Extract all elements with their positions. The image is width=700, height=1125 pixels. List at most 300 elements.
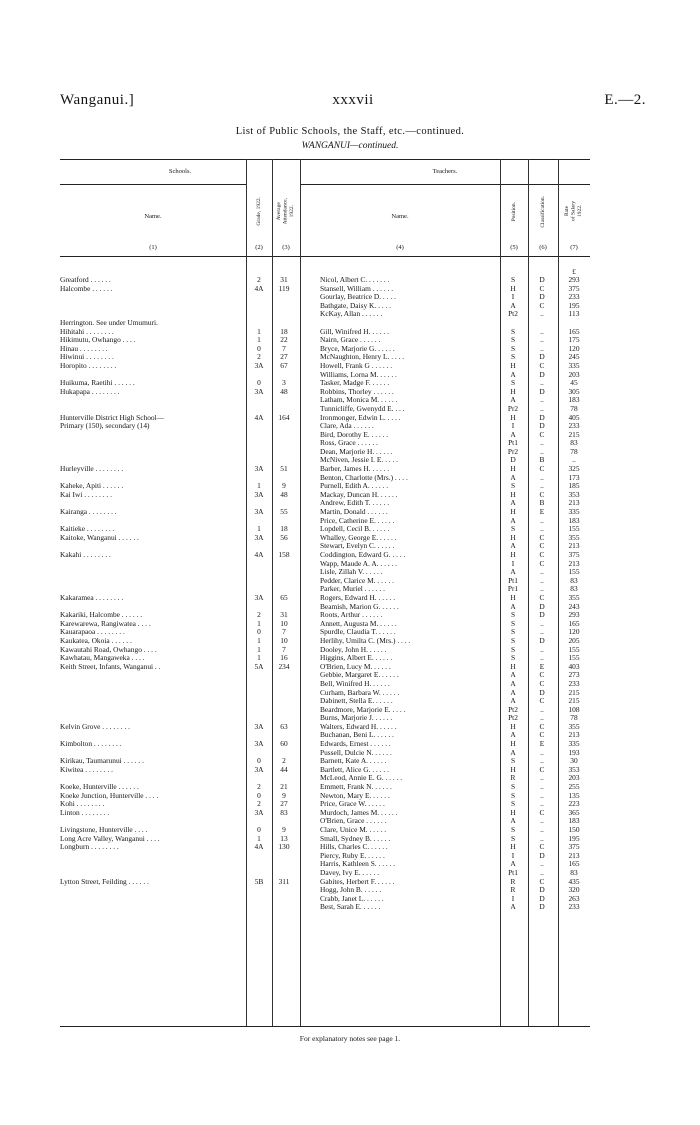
school-name-cell: Hikimutu, Owhango . . . . xyxy=(60,336,136,345)
classification-cell: .. xyxy=(540,825,544,834)
position-cell: A xyxy=(510,678,516,688)
grade-cell: 5A xyxy=(254,661,264,671)
grade-cell: 0 xyxy=(257,825,261,834)
grade-cell: 2 xyxy=(257,352,261,362)
salary-cell: 165 xyxy=(568,326,580,336)
column-number: (2) xyxy=(255,244,263,251)
table-row xyxy=(60,843,590,852)
teacher-name-cell: Bathgate, Daisy K. . . . . xyxy=(320,301,392,310)
position-cell: H xyxy=(510,661,516,671)
teacher-name-cell: Gebbie, Margaret E. . . . . . xyxy=(320,671,399,680)
attendance-cell: 311 xyxy=(278,876,290,886)
classification-cell: .. xyxy=(540,644,544,654)
salary-cell: 193 xyxy=(568,747,580,757)
teacher-name-cell: Gourlay, Beatrice D. . . . . xyxy=(320,293,396,302)
position-cell: H xyxy=(510,739,516,749)
grade-cell: 3A xyxy=(254,507,264,517)
teacher-name-cell: Harris, Kathleen S. . . . . . xyxy=(320,860,396,869)
school-name-cell: Primary (150), secondary (14) xyxy=(60,422,150,431)
attendance-cell: 60 xyxy=(280,739,288,749)
attendance-cell: 56 xyxy=(280,532,288,542)
attendance-cell: 3 xyxy=(282,378,286,388)
salary-cell: 365 xyxy=(568,807,580,817)
table-row xyxy=(60,903,590,912)
schools-group-rule xyxy=(60,184,246,185)
grade-header: Grade, 1922. xyxy=(255,197,262,226)
attendance-cell: 48 xyxy=(280,489,288,499)
position-cell: H xyxy=(510,464,516,474)
attendance-cell: 9 xyxy=(282,481,286,491)
teacher-name-cell: O'Brien, Grace . . . . . . xyxy=(320,817,387,826)
position-cell: S xyxy=(510,790,516,800)
position-cell: I xyxy=(511,421,515,431)
classification-cell: C xyxy=(539,696,545,706)
classification-cell: D xyxy=(539,352,545,362)
teacher-name-cell: Piercy, Ruby E. . . . . . xyxy=(320,851,385,860)
teacher-name-cell: Burns, Marjorie J. . . . . . xyxy=(320,714,393,723)
teacher-name-cell: Lisle, Zillah V. . . . . . xyxy=(320,568,383,577)
position-cell: S xyxy=(510,352,516,362)
teacher-name-cell: Hills, Charles C. . . . . . xyxy=(320,843,388,852)
salary-cell: 233 xyxy=(568,902,580,912)
classification-cell: C xyxy=(539,300,545,310)
salary-cell: 155 xyxy=(568,524,580,534)
salary-cell: 165 xyxy=(568,618,580,628)
teacher-name-cell: Bartlett, Alice G. . . . . . xyxy=(320,765,389,774)
teacher-name-cell: Lopdell, Cecil B. . . . . . xyxy=(320,525,390,534)
table-row xyxy=(60,886,590,895)
teacher-name-cell: Williams, Lorna M. . . . . . xyxy=(320,370,397,379)
position-cell: H xyxy=(510,721,516,731)
attendance-cell: 2 xyxy=(282,756,286,766)
salary-cell: 355 xyxy=(568,532,580,542)
school-name-cell: Kiwitea . . . . . . . . xyxy=(60,765,113,774)
school-name-cell: Kirikau, Taumarunui . . . . . . xyxy=(60,757,144,766)
teacher-name-cell: Mackay, Duncan H. . . . . . xyxy=(320,490,398,499)
teacher-name-cell: Tunnicliffe, Gwenydd E. . . . xyxy=(320,404,405,413)
table-row xyxy=(60,414,590,423)
position-cell: Pt1 xyxy=(508,575,518,585)
position-cell: S xyxy=(510,343,516,353)
salary-cell: 335 xyxy=(568,507,580,517)
classification-cell: .. xyxy=(540,567,544,577)
teacher-name-cell: Dean, Marjorie H. . . . . . xyxy=(320,447,393,456)
classification-cell: .. xyxy=(540,618,544,628)
attendance-cell: 164 xyxy=(278,412,290,422)
classification-cell: C xyxy=(539,592,545,602)
teacher-name-cell: Beamish, Marion G. . . . . . xyxy=(320,602,399,611)
school-name-cell: Koeke Junction, Hunterville . . . . xyxy=(60,791,159,800)
salary-cell: 243 xyxy=(568,601,580,611)
position-cell: H xyxy=(510,386,516,396)
teacher-name-cell: Roots, Arthur . . . . . . xyxy=(320,611,383,620)
classification-cell: .. xyxy=(540,584,544,594)
salary-cell: 325 xyxy=(568,464,580,474)
classification-cell: .. xyxy=(540,756,544,766)
salary-cell: 135 xyxy=(568,790,580,800)
teacher-name-cell: Parker, Muriel . . . . . . xyxy=(320,585,385,594)
grade-cell: 0 xyxy=(257,378,261,388)
teacher-name-cell: Pussell, Dulcie N. . . . . . xyxy=(320,748,392,757)
classification-cell: C xyxy=(539,550,545,559)
attendance-cell: 27 xyxy=(280,799,288,809)
salary-header: Rate of Salary 1922. xyxy=(564,201,584,222)
grade-cell: 0 xyxy=(257,627,261,637)
teacher-name-cell: Gabites, Herbert F. . . . . . xyxy=(320,877,395,886)
salary-cell: 175 xyxy=(568,335,580,345)
classification-cell: .. xyxy=(540,867,544,877)
teacher-name-cell: Latham, Monica M. . . . . . xyxy=(320,396,398,405)
school-name-cell: Kakaramea . . . . . . . . xyxy=(60,593,124,602)
grade-cell: 1 xyxy=(257,635,261,645)
teacher-name-cell: Dooley, John H. . . . . . xyxy=(320,645,387,654)
position-cell: A xyxy=(510,369,516,379)
school-name-cell: Keith Street, Infants, Wanganui . . xyxy=(60,662,161,671)
teacher-name-cell: Coddington, Edward G. . . . . xyxy=(320,551,406,559)
classification-cell: .. xyxy=(540,395,544,405)
grade-cell: 0 xyxy=(257,343,261,353)
school-name-cell: Kimbolton . . . . . . . . xyxy=(60,740,122,749)
grade-cell: 3A xyxy=(254,592,264,602)
position-cell: S xyxy=(510,627,516,637)
salary-cell: 78 xyxy=(570,713,578,723)
attendance-cell: 9 xyxy=(282,790,286,800)
attendance-cell: 18 xyxy=(280,326,288,336)
position-cell: S xyxy=(510,644,516,654)
classification-cell: .. xyxy=(540,446,544,456)
position-cell: S xyxy=(510,481,516,491)
school-name-cell: Horopito . . . . . . . . xyxy=(60,361,117,370)
position-cell: S xyxy=(510,618,516,628)
school-name-cell: Kaheke, Apiti . . . . . . xyxy=(60,482,124,491)
position-cell: A xyxy=(510,747,516,757)
salary-cell: 335 xyxy=(568,360,580,370)
position-cell: I xyxy=(511,893,515,903)
teacher-name-cell: O'Brien, Lucy M. . . . . . xyxy=(320,662,391,671)
header-bottom-rule xyxy=(60,256,590,257)
grade-cell: 1 xyxy=(257,618,261,628)
footnote: For explanatory notes see page 1. xyxy=(299,1034,401,1043)
classification-cell: .. xyxy=(540,575,544,585)
school-name-cell: Longburn . . . . . . . . xyxy=(60,843,119,852)
classification-cell: D xyxy=(539,421,545,431)
classification-cell: C xyxy=(539,283,545,293)
column-number: (6) xyxy=(539,244,547,251)
table-row xyxy=(60,310,590,319)
classification-cell: .. xyxy=(540,713,544,723)
position-cell: A xyxy=(510,429,516,439)
position-cell: I xyxy=(511,558,515,568)
column-number: (5) xyxy=(510,244,518,251)
classification-cell: D xyxy=(539,292,545,302)
position-cell: D xyxy=(510,455,516,465)
classification-cell: .. xyxy=(540,515,544,525)
salary-cell: 375 xyxy=(568,550,580,559)
teacher-name-cell: Pedder, Clarice M. . . . . . xyxy=(320,576,395,585)
attendance-cell: 21 xyxy=(280,782,288,792)
classification-cell: D xyxy=(539,687,545,697)
classification-cell: C xyxy=(539,764,545,774)
salary-cell: 435 xyxy=(568,876,580,886)
grade-cell: 0 xyxy=(257,756,261,766)
school-name-cell: Kai Iwi . . . . . . . . xyxy=(60,490,112,499)
position-cell: A xyxy=(510,300,516,310)
position-cell: A xyxy=(510,696,516,706)
position-cell: S xyxy=(510,825,516,834)
position-cell: S xyxy=(510,635,516,645)
classification-cell: C xyxy=(539,842,545,852)
position-cell: Pt2 xyxy=(508,713,518,723)
classification-cell: E xyxy=(539,661,545,671)
attendance-cell: 7 xyxy=(282,627,286,637)
teacher-name-cell: Beardmore, Marjorie E. . . . . xyxy=(320,705,406,714)
column-number: (7) xyxy=(570,244,578,251)
teacher-name-cell: Small, Sydney B. . . . . . xyxy=(320,834,391,843)
classification-cell: .. xyxy=(540,859,544,869)
grade-cell: 2 xyxy=(257,799,261,809)
salary-cell: 108 xyxy=(568,704,580,714)
salary-cell: 113 xyxy=(568,309,580,319)
position-cell: A xyxy=(510,687,516,697)
salary-cell: 375 xyxy=(568,842,580,852)
position-cell: A xyxy=(510,816,516,826)
salary-cell: 185 xyxy=(568,481,580,491)
attendance-cell: 48 xyxy=(280,386,288,396)
column-number: (4) xyxy=(396,244,404,251)
salary-cell: 215 xyxy=(568,696,580,706)
classification-cell: .. xyxy=(540,653,544,663)
position-cell: Pt1 xyxy=(508,867,518,877)
position-cell: H xyxy=(510,283,516,293)
teacher-name-cell: Spurdle, Claudia T. . . . . . xyxy=(320,628,396,637)
salary-cell: 78 xyxy=(570,446,578,456)
teacher-name-cell: Barnett, Kate A. . . . . . xyxy=(320,757,387,766)
teacher-name-cell: Clare, Unice M. . . . . . xyxy=(320,826,387,834)
salary-cell: 203 xyxy=(568,773,580,783)
salary-cell: 305 xyxy=(568,386,580,396)
position-cell: A xyxy=(510,541,516,551)
attendance-cell: 10 xyxy=(280,618,288,628)
position-cell: S xyxy=(510,378,516,388)
classification-cell: C xyxy=(539,721,545,731)
position-cell: S xyxy=(510,799,516,809)
position-cell: Pt2 xyxy=(508,704,518,714)
position-cell: A xyxy=(510,902,516,912)
teacher-name-cell: KcKay, Allan . . . . . . xyxy=(320,310,383,319)
salary-cell: 213 xyxy=(568,850,580,860)
attendance-cell: 63 xyxy=(280,721,288,731)
position-cell: A xyxy=(510,515,516,525)
position-cell: S xyxy=(510,275,516,284)
classification-cell: .. xyxy=(540,627,544,637)
attendance-cell: 13 xyxy=(280,833,288,843)
position-cell: S xyxy=(510,653,516,663)
teacher-name-cell: Robbins, Thorley . . . . . . xyxy=(320,387,394,396)
position-cell: Pt1 xyxy=(508,438,518,448)
teacher-name-cell: Gill, Winifred H. . . . . . xyxy=(320,327,389,336)
school-name-cell: Kaitoke, Wanganui . . . . . . xyxy=(60,533,139,542)
page-number: xxxvii xyxy=(332,92,374,108)
classification-cell: .. xyxy=(540,378,544,388)
grade-cell: 1 xyxy=(257,335,261,345)
grade-cell: 3A xyxy=(254,764,264,774)
teacher-name-cell: Ross, Grace . . . . . . xyxy=(320,439,378,448)
classification-cell: C xyxy=(539,360,545,370)
salary-cell: 215 xyxy=(568,429,580,439)
classification-cell: .. xyxy=(540,481,544,491)
salary-cell: 213 xyxy=(568,558,580,568)
position-cell: H xyxy=(510,842,516,852)
attendance-cell: 7 xyxy=(282,343,286,353)
salary-cell: .. xyxy=(572,455,576,465)
school-name-cell: Kohi . . . . . . . . xyxy=(60,800,105,809)
salary-cell: 183 xyxy=(568,515,580,525)
position-cell: H xyxy=(510,489,516,499)
classification-cell: .. xyxy=(540,335,544,345)
position-cell: R xyxy=(510,885,516,895)
grade-cell: 3A xyxy=(254,489,264,499)
classification-cell: D xyxy=(539,386,545,396)
position-cell: A xyxy=(510,730,516,740)
header-right: E.—2. xyxy=(604,92,646,108)
classification-cell: D xyxy=(539,850,545,860)
teacher-name-cell: Nairn, Grace . . . . . . xyxy=(320,336,381,345)
classification-cell: D xyxy=(539,412,545,422)
teacher-name-cell: Barber, James H. . . . . . xyxy=(320,465,390,474)
classification-cell: C xyxy=(539,532,545,542)
school-name-cell: Huikuma, Raetihi . . . . . . xyxy=(60,379,135,388)
school-name-cell: Linton . . . . . . . . xyxy=(60,808,110,817)
table-body xyxy=(60,276,590,912)
salary-cell: 83 xyxy=(570,584,578,594)
classification-cell: C xyxy=(539,541,545,551)
classification-cell: .. xyxy=(540,472,544,482)
grade-cell: 2 xyxy=(257,275,261,284)
salary-cell: 375 xyxy=(568,283,580,293)
school-name-cell: Kakariki, Halcombe . . . . . . xyxy=(60,611,143,620)
teacher-name-cell: Nicol, Albert C. . . . . . . xyxy=(320,276,390,284)
position-cell: A xyxy=(510,567,516,577)
position-cell: Pr2 xyxy=(507,403,519,413)
salary-cell: 155 xyxy=(568,644,580,654)
classification-cell: B xyxy=(539,455,545,465)
schools-table xyxy=(60,159,590,1026)
classification-cell: C xyxy=(539,558,545,568)
classification-cell: .. xyxy=(540,747,544,757)
teacher-name-cell: Martin, Donald . . . . . . xyxy=(320,508,388,517)
position-cell: R xyxy=(510,773,516,783)
classification-cell: D xyxy=(539,885,545,895)
grade-cell: 1 xyxy=(257,481,261,491)
position-cell: S xyxy=(510,833,516,843)
position-cell: S xyxy=(510,610,516,620)
teacher-name-cell: Bryce, Marjorie G. . . . . . xyxy=(320,344,395,353)
salary-cell: 195 xyxy=(568,833,580,843)
table-row xyxy=(60,285,590,294)
grade-cell: 4A xyxy=(254,842,264,852)
attendance-cell: 119 xyxy=(278,283,290,293)
school-name-cell: Kawhatau, Mangaweka . . . . xyxy=(60,654,145,663)
grade-cell: 5B xyxy=(254,876,264,886)
table-bottom-rule xyxy=(60,1026,590,1027)
classification-cell: E xyxy=(539,739,545,749)
grade-cell: 3A xyxy=(254,464,264,474)
position-cell: S xyxy=(510,756,516,766)
classification-cell: E xyxy=(539,507,545,517)
attendance-cell: 27 xyxy=(280,352,288,362)
position-cell: S xyxy=(510,335,516,345)
position-cell: H xyxy=(510,550,516,559)
grade-cell: 4A xyxy=(254,283,264,293)
attendance-cell: 158 xyxy=(278,550,290,559)
running-header xyxy=(60,92,646,114)
classification-cell: .. xyxy=(540,704,544,714)
position-cell: S xyxy=(510,782,516,792)
position-cell: A xyxy=(510,498,516,508)
school-name-cell: Lytton Street, Feilding . . . . . . xyxy=(60,877,149,886)
grade-cell: 0 xyxy=(257,790,261,800)
school-name-cell: Hunterville District High School— xyxy=(60,413,165,422)
position-cell: A xyxy=(510,859,516,869)
classification-cell: C xyxy=(539,876,545,886)
teacher-name-cell: Dabinett, Stella E. . . . . . xyxy=(320,697,393,706)
attendance-cell: 130 xyxy=(278,842,290,852)
teacher-name-cell: Higgins, Albert E. . . . . . xyxy=(320,654,393,663)
position-cell: R xyxy=(510,876,516,886)
grade-cell: 4A xyxy=(254,550,264,559)
teacher-name-cell: Newton, Mary E. . . . . . xyxy=(320,791,390,800)
salary-cell: 233 xyxy=(568,421,580,431)
salary-cell: 195 xyxy=(568,300,580,310)
position-cell: H xyxy=(510,764,516,774)
salary-cell: 78 xyxy=(570,403,578,413)
page-title: List of Public Schools, the Staff, etc.—continued. xyxy=(235,126,465,137)
classification-cell: C xyxy=(539,464,545,474)
salary-cell: 245 xyxy=(568,352,580,362)
position-cell: I xyxy=(511,292,515,302)
grade-cell: 1 xyxy=(257,326,261,336)
attendance-cell: 22 xyxy=(280,335,288,345)
teacher-name-cell: Wapp, Maude A. A. . . . . . xyxy=(320,559,397,568)
salary-cell: 405 xyxy=(568,412,580,422)
classification-cell: .. xyxy=(540,343,544,353)
position-cell: H xyxy=(510,592,516,602)
teacher-name-cell: Annett, Augusta M. . . . . . xyxy=(320,619,397,628)
grade-cell: 3A xyxy=(254,360,264,370)
classification-cell: D xyxy=(539,902,545,912)
position-cell: H xyxy=(510,412,516,422)
salary-cell: 233 xyxy=(568,678,580,688)
position-cell: A xyxy=(510,395,516,405)
salary-cell: 30 xyxy=(570,756,578,766)
grade-cell: 3A xyxy=(254,532,264,542)
position-cell: Pr2 xyxy=(507,446,519,456)
position-cell: H xyxy=(510,807,516,817)
salary-cell: 353 xyxy=(568,489,580,499)
salary-cell: 355 xyxy=(568,721,580,731)
grade-cell: 1 xyxy=(257,644,261,654)
classification-cell: .. xyxy=(540,782,544,792)
salary-cell: 83 xyxy=(570,867,578,877)
grade-cell: 3A xyxy=(254,721,264,731)
school-name-cell: Hukapapa . . . . . . . . xyxy=(60,387,120,396)
position-cell: H xyxy=(510,532,516,542)
grade-cell: 2 xyxy=(257,782,261,792)
school-name-header: Name. xyxy=(144,213,162,220)
grade-cell: 4A xyxy=(254,412,264,422)
classification-cell: .. xyxy=(540,309,544,319)
salary-cell: 83 xyxy=(570,575,578,585)
